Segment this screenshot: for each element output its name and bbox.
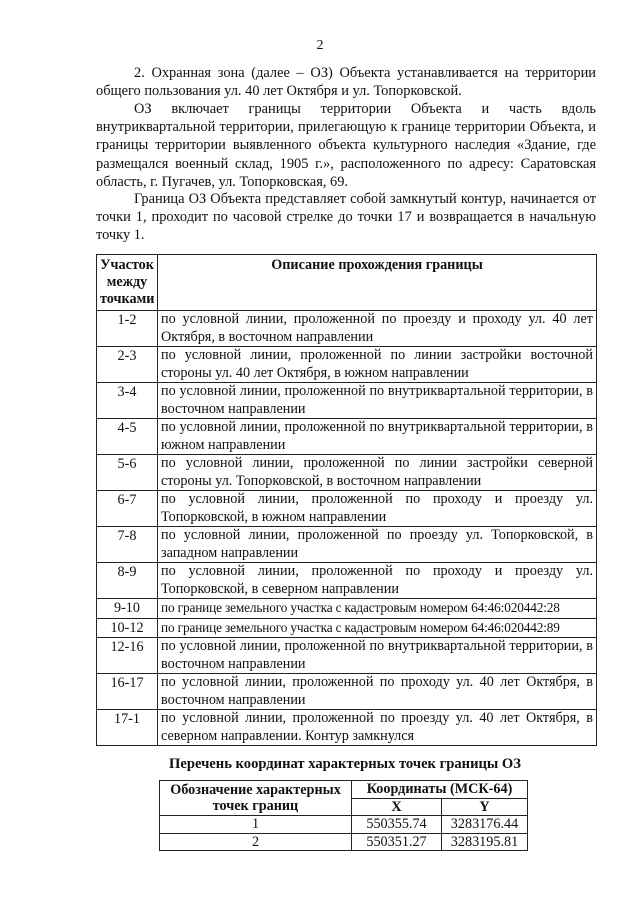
segment-cell: 17-1 bbox=[97, 710, 158, 746]
page-number: 2 bbox=[316, 38, 324, 53]
segment-cell: 5-6 bbox=[97, 455, 158, 491]
table-row bbox=[97, 311, 597, 347]
segment-cell: 8-9 bbox=[97, 563, 158, 599]
segment-cell: 2-3 bbox=[97, 347, 158, 383]
paragraph-security-zone: 2. Охранная зона (далее – ОЗ) Объекта устанавливается на территории общего пользования ул. 40 лет Октября и ул. Топорковской. bbox=[96, 65, 596, 100]
coordinates-table bbox=[159, 780, 528, 851]
boundary-table-body bbox=[97, 311, 597, 746]
table-row bbox=[97, 618, 597, 638]
table-row bbox=[97, 710, 597, 746]
table-row bbox=[97, 347, 597, 383]
table-row bbox=[97, 419, 597, 455]
description-cell: по границе земельного участка с кадастровым номером 64:46:020442:28 bbox=[158, 599, 597, 619]
x-cell: 550351.27 bbox=[352, 833, 442, 851]
segment-cell: 9-10 bbox=[97, 599, 158, 619]
table-row bbox=[97, 383, 597, 419]
coordinates-header-row-1 bbox=[160, 781, 528, 799]
coordinates-table-body bbox=[160, 816, 528, 851]
table-row bbox=[97, 527, 597, 563]
description-cell: по условной линии, проложенной по проезду ул. Топорковской, в западном направлении bbox=[158, 527, 597, 563]
y-cell: 3283176.44 bbox=[442, 816, 528, 834]
boundary-table bbox=[96, 254, 597, 746]
description-cell: по условной линии, проложенной по проходу ул. 40 лет Октября, в восточном направлении bbox=[158, 674, 597, 710]
boundary-table-header bbox=[97, 255, 597, 311]
description-cell: по условной линии, проложенной по внутриквартальной территории, в южном направлении bbox=[158, 419, 597, 455]
y-cell: 3283195.81 bbox=[442, 833, 528, 851]
header-points: Обозначение характерных точек границ bbox=[160, 781, 352, 816]
table-row bbox=[97, 599, 597, 619]
segment-cell: 12-16 bbox=[97, 638, 158, 674]
segment-cell: 16-17 bbox=[97, 674, 158, 710]
point-cell: 2 bbox=[160, 833, 352, 851]
x-cell: 550355.74 bbox=[352, 816, 442, 834]
segment-cell: 1-2 bbox=[97, 311, 158, 347]
description-cell: по условной линии, проложенной по линии застройки северной стороны ул. Топорковской, в восточном направлении bbox=[158, 455, 597, 491]
description-cell: по условной линии, проложенной по проезду ул. 40 лет Октября, в северном направлении. Контур замкнулся bbox=[158, 710, 597, 746]
table-row bbox=[160, 833, 528, 851]
description-cell: по условной линии, проложенной по линии застройки восточной стороны ул. 40 лет Октября, в южном направлении bbox=[158, 347, 597, 383]
segment-cell: 4-5 bbox=[97, 419, 158, 455]
description-cell: по условной линии, проложенной по внутриквартальной территории, в восточном направлении bbox=[158, 638, 597, 674]
header-description: Описание прохождения границы bbox=[158, 255, 597, 311]
description-cell: по границе земельного участка с кадастровым номером 64:46:020442:89 bbox=[158, 618, 597, 638]
table-row bbox=[97, 563, 597, 599]
point-cell: 1 bbox=[160, 816, 352, 834]
header-y: Y bbox=[442, 798, 528, 816]
header-x: X bbox=[352, 798, 442, 816]
segment-cell: 6-7 bbox=[97, 491, 158, 527]
header-segment: Участок между точками bbox=[97, 255, 158, 311]
table-row bbox=[97, 638, 597, 674]
table-row bbox=[97, 491, 597, 527]
paragraph-zone-includes: ОЗ включает границы территории Объекта и часть вдоль внутриквартальной территории, прилегающую к границе территории Объекта, и границы территории выявленного объекта культурного наследия «Здание, где размещался военный склад, 1905 г.», расположенного по адресу: Саратовская область, г. Пугачев, ул. Топорковская, 69. bbox=[96, 101, 596, 190]
description-cell: по условной линии, проложенной по проходу и проезду ул. Топорковской, в северном направлении bbox=[158, 563, 597, 599]
description-cell: по условной линии, проложенной по проезду и проходу ул. 40 лет Октября, в восточном направлении bbox=[158, 311, 597, 347]
header-coords: Координаты (МСК-64) bbox=[352, 781, 528, 799]
table-row bbox=[160, 816, 528, 834]
description-cell: по условной линии, проложенной по внутриквартальной территории, в восточном направлении bbox=[158, 383, 597, 419]
table-row bbox=[97, 455, 597, 491]
paragraph-zone-contour: Граница ОЗ Объекта представляет собой замкнутый контур, начинается от точки 1, проходит по часовой стрелке до точки 17 и возвращается в начальную точку 1. bbox=[96, 191, 596, 244]
description-cell: по условной линии, проложенной по проходу и проезду ул. Топорковской, в южном направлении bbox=[158, 491, 597, 527]
segment-cell: 3-4 bbox=[97, 383, 158, 419]
segment-cell: 7-8 bbox=[97, 527, 158, 563]
coordinates-title: Перечень координат характерных точек границы ОЗ bbox=[169, 756, 521, 772]
table-row bbox=[97, 674, 597, 710]
segment-cell: 10-12 bbox=[97, 618, 158, 638]
